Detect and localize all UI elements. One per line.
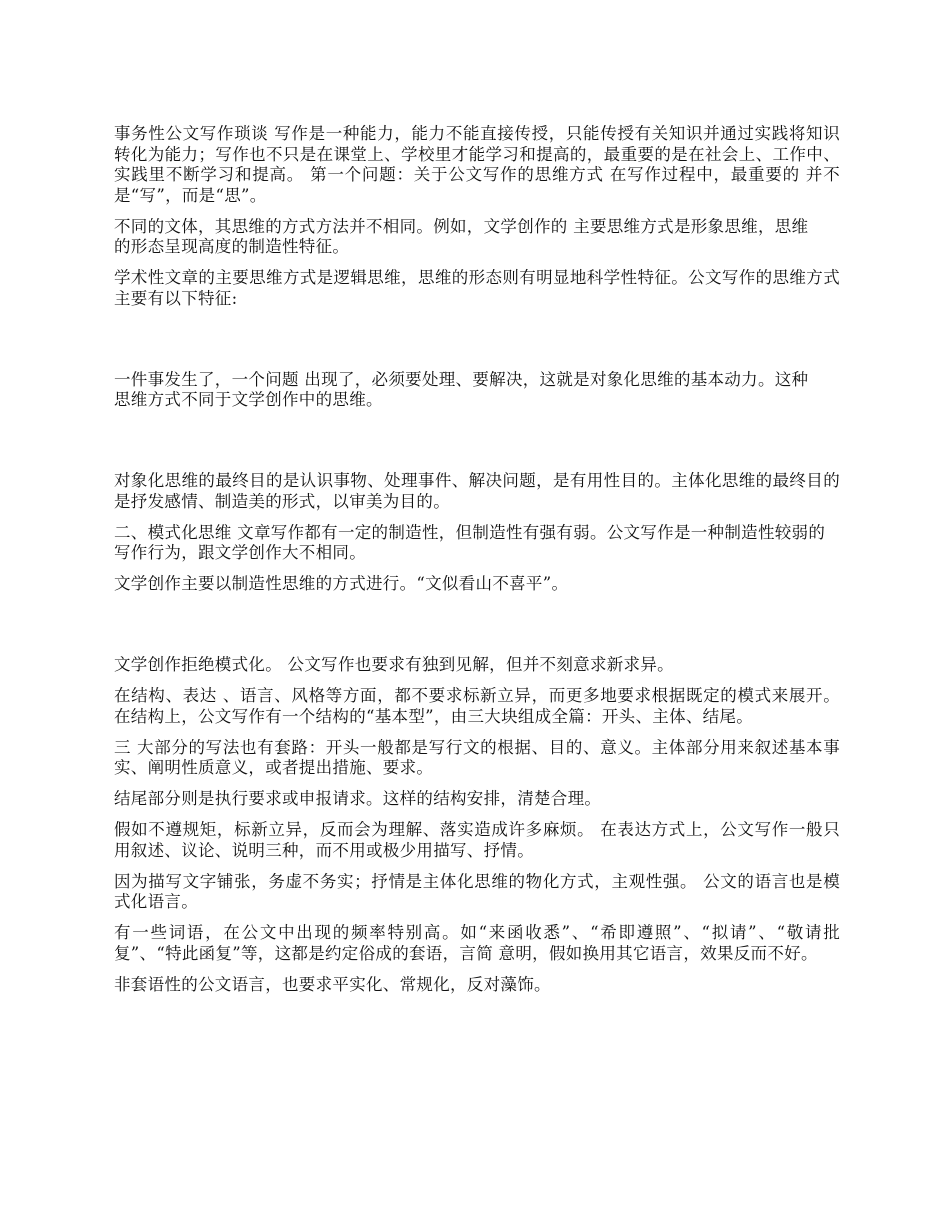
paragraph: 非套语性的公文语言，也要求平实化、常规化，反对藻饰。 bbox=[114, 974, 551, 994]
paragraph: 文学创作拒绝模式化。 公文写作也要求有独到见解，但并不刻意求新求异。 bbox=[114, 655, 674, 674]
paragraph: 有一些词语，在公文中出现的频率特别高。如“来函收悉”、“希即遵照”、“拟请”、“敬请批复”、“特此函复”等，这都是约定俗成的套语，言简 意明，假如换用其它语言，效果反而不好。 bbox=[114, 923, 840, 963]
paragraph: 学术性文章的主要思维方式是逻辑思维，思维的形态则有明显地科学性特征。公文写作的思维方式主要有以下特征: bbox=[114, 268, 840, 308]
paragraph: 在结构、表达 、语言、风格等方面，都不要求标新立异，而更多地要求根据既定的模式来展开。 在结构上，公文写作有一个结构的“基本型”，由三大块组成全篇：开头、主体、结尾。 bbox=[114, 686, 840, 726]
paragraph: 文学创作主要以制造性思维的方式进行。“文似看山不喜平”。 bbox=[114, 574, 569, 593]
paragraph: 结尾部分则是执行要求或申报请求。这样的结构安排，清楚合理。 bbox=[114, 789, 602, 808]
paragraph-gap bbox=[114, 421, 840, 471]
paragraph: 因为描写文字铺张，务虚不务实；抒情是主体化思维的物化方式，主观性强。 公文的语言也是模式化语言。 bbox=[114, 871, 840, 911]
paragraph: 二、模式化思维 文章写作都有一定的制造性，但制造性有强有弱。公文写作是一种制造性较弱的写作行为，跟文学创作大不相同。 bbox=[114, 522, 826, 562]
paragraph: 不同的文体，其思维的方式方法并不相同。例如，文学创作的 主要思维方式是形象思维，思维的形态呈现高度的制造性特征。 bbox=[114, 216, 809, 256]
paragraph: 三 大部分的写法也有套路：开头一般都是写行文的根据、目的、意义。主体部分用来叙述基本事实、阐明性质意义，或者提出措施、要求。 bbox=[114, 737, 840, 777]
paragraph-gap bbox=[114, 605, 840, 655]
document-body bbox=[114, 124, 840, 1006]
paragraph: 一件事发生了，一个问题 出现了，必须要处理、要解决，这就是对象化思维的基本动力。这种思维方式不同于文学创作中的思维。 bbox=[114, 369, 809, 409]
paragraph-gap bbox=[114, 320, 840, 370]
paragraph: 对象化思维的最终目的是认识事物、处理事件、解决问题，是有用性目的。主体化思维的最终目的是抒发感情、制造美的形式，以审美为目的。 bbox=[114, 471, 840, 511]
paragraph: 事务性公文写作琐谈 写作是一种能力，能力不能直接传授，只能传授有关知识并通过实践将知识转化为能力；写作也不只是在课堂上、学校里才能学习和提高的，最重要的是在社会上、工作中、实践里不断学习和提高。 第一个问题：关于公文写作的思维方式 在写作过程中，最重要的 并不是“写”，而是“思”。 bbox=[114, 124, 840, 205]
paragraph: 假如不遵规矩，标新立异，反而会为理解、落实造成许多麻烦。 在表达方式上，公文写作一般只用叙述、议论、说明三种，而不用或极少用描写、抒情。 bbox=[114, 820, 840, 860]
